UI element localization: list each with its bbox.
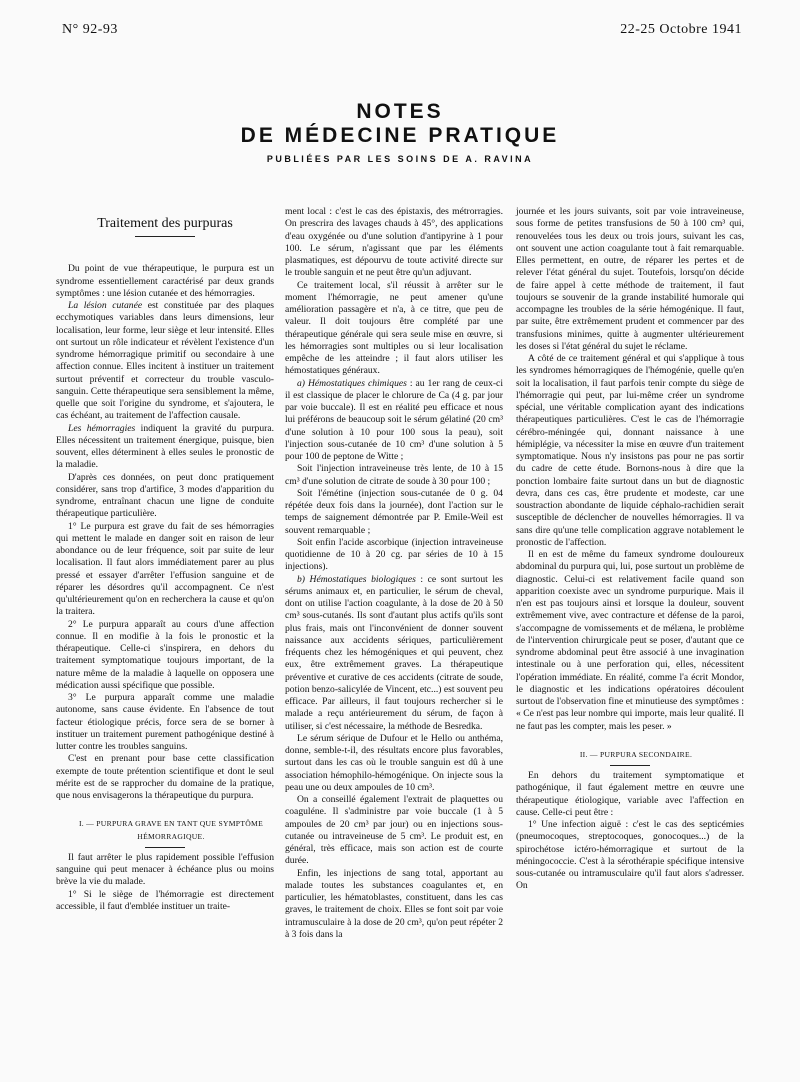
- paragraph: Ce traitement local, s'il réussit à arrêter sur le moment l'hémorragie, ne peut amener qu'une amélioration passagère et n'a, à ce titre, que peu de valeur. Il doit toujours être complété par une thérapeutique générale qui sera seule mise en œuvre, si les hémorragies sont multiples ou si leur localisation empêche de les atteindre ; il faut alors utiliser les hémostatiques généraux.: [285, 279, 503, 377]
- column-2: [285, 206, 503, 941]
- paragraph: D'après ces données, on peut donc pratiquement considérer, sans trop d'artifice, 3 modes d'apparition du syndrome, entraînant chacun une ligne de conduite thérapeutique particulière.: [56, 471, 274, 520]
- paragraph: journée et les jours suivants, soit par voie intraveineuse, sous forme de petites transfusions de 50 à 100 cm³ qui, renouvelées tous les deux ou trois jours, suivant les cas, ont souvent une action coagulante tout à fait remarquable. Elles permettent, en outre, de réparer les pertes et de relever l'état général du sujet. Toutefois, lorsqu'on décide de faire appel à cette méthode de traitement, il faut toujours se souvenir de la grande instabilité humorale qui accompagne les troubles de la série hémogénique. Il faut, par suite, être extrêmement prudent et commencer par des transfusions minimes, quitte à augmenter ultérieurement les doses si l'état général du sujet le réclame.: [516, 206, 744, 352]
- paragraph-lead: La lésion cutanée: [68, 300, 143, 311]
- paragraph-text: est constituée par des plaques ecchymotiques variables dans leurs dimensions, leur localisation, leur forme, leur siège et leur intensité. Elles ont surtout un rôle indicateur et révèlent l'existence d'un syndrome hémorragique primitif ou secondaire à une affection connue. Elles incitent à instituer un traitement surtout préventif et correcteur du trouble vasculo-sanguin. Cette thérapeutique sera sensiblement la même, quelle que soit l'origine du syndrome, et s'ajoutera, le cas échéant, au traitement de l'affection causale.: [56, 300, 274, 422]
- paragraph: [285, 378, 503, 464]
- paragraph: Du point de vue thérapeutique, le purpura est un syndrome essentiellement caractérisé par deux grands symptômes : une lésion cutanée et des hémorragies.: [56, 263, 274, 299]
- paragraph: En dehors du traitement symptomatique et pathogénique, il faut également mettre en œuvre une thérapeutique étiologique, variable avec l'affection en cause. Celle-ci peut être :: [516, 770, 744, 818]
- paragraph-lead: a) Hémostatiques chimiques: [297, 377, 407, 389]
- masthead-title-line1: NOTES: [356, 100, 444, 123]
- paragraph: Le sérum sérique de Dufour et le Hello ou anthéma, donne, semble-t-il, des résultats encore plus favorables, surtout dans les cas où le trouble sanguin est dû à une association hémophilo-hémogénique. On injecte sous la peau une ou deux ampoules de 10 cm³.: [285, 732, 503, 793]
- paragraph: On a conseillé également l'extrait de plaquettes ou coaguléne. Il s'administre par voie buccale (1 à 5 ampoules de 20 cm³ par jour) ou en injections sous-cutanée ou intraveineuse de 5 cm³. Le produit est, en général, très efficace, mais son action est de courte durée.: [285, 794, 503, 867]
- paragraph: Soit l'émétine (injection sous-cutanée de 0 g. 04 répétée deux fois dans la journée), dont l'action sur le temps de saignement démontrée par P. Emile-Weil est souvent remarquable ;: [285, 487, 503, 536]
- paragraph: A côté de ce traitement général et qui s'applique à tous les syndromes hémorragiques de l'hémogénie, quelle qu'en soit la localisation, il faut parfois tenir compte du siège de l'hémorragie qui peut, par lui-même créer un syndrome spécial, une véritable complication ayant des indications thérapeutiques particulières. C'est le cas de l'hémorragie cérébro-méningée qui, donnant naissance à une hémiplégie, va nécessiter la mise en œuvre d'un traitement symptomatique. Nous n'y insistons pas pour ne pas sortir du cadre de cette étude. Bornons-nous à dire que la ponction lombaire faite surtout dans un but de diagnostic devra, dans ces cas, être prudente et modeste, car une soustraction abondante de liquide céphalo-rachidien serait susceptible de déclencher de nouvelles hémorragies. Il va sans dire qu'une telle complication aggrave notablement le pronostic de l'affection.: [516, 353, 744, 548]
- section-heading: I. — PURPURA GRAVE EN TANT QUE SYMPTÔME: [78, 819, 264, 829]
- paragraph: 1° Le purpura est grave du fait de ses hémorragies qui mettent le malade en danger soit en raison de leur abondance ou de leur fréquence, soit par suite de leur localisation. Il faut alors immédiatement parer au plus pressé et essayer d'arrêter l'effusion sanguine et de réparer les désordres qu'il accompagnent. Ce n'est qu'ultérieurement qu'on en recherchera la cause et qu'on la traitera.: [56, 520, 274, 618]
- paragraph: Il en est de même du fameux syndrome douloureux abdominal du purpura qui, lui, pose surtout un problème de diagnostic. Celui-ci est relativement facile quand son apparition coexiste avec un syndrome purpurique. Mais il n'en est pas toujours ainsi et lorsque la douleur, souvent extrêmement vive, avec contracture et défense de la paroi, s'accompagne de vomissements et de mélæna, le problème de l'intervention chirurgicale peut se poser, d'autant que ce syndrome abdominal peut être associé à une invagination intestinale ou à une perforation qui, elles, nécessitent l'opération immédiate. En réalité, comme l'a écrit Mondor, le diagnostic et les indications opératoires découlent surtout de l'observation fine et minutieuse des symptômes : « Ce n'est pas leur nombre qui importe, mais leur qualité. Il ne faut pas les compter, mais les peser. »: [516, 549, 744, 732]
- paragraph-lead: b) Hémostatiques biologiques: [297, 573, 416, 585]
- section-heading-cont: HÉMORRAGIQUE.: [137, 831, 205, 841]
- paragraph-lead: Les hémorragies: [68, 422, 136, 434]
- paragraph: Enfin, les injections de sang total, apportant au malade toutes les substances coagulantes et, en particulier, les hématoblastes, constituent, dans les cas graves, le traitement de choix. Elles se font soit par voie intramusculaire à la dose de 20 cm³, qu'on peut répéter 2 à 3 fois dans la: [285, 867, 503, 940]
- paragraph: 3° Le purpura apparaît comme une maladie autonome, sans cause évidente. En l'absence de tout facteur étiologique précis, force sera de se borner à instituer un traitement purement pathogénique destiné à lutter contre les troubles sanguins.: [56, 692, 274, 752]
- paragraph: [56, 423, 274, 472]
- paragraph: 2° Le purpura apparaît au cours d'une affection connue. Il en modifie à la fois le pronostic et la thérapeutique. Celle-ci s'inspirera, en dehors du traitement symptomatique toujours important, de la nature même de la maladie à laquelle on opposera une médication aussi spécifique que possible.: [56, 618, 274, 691]
- paragraph: [285, 574, 503, 733]
- paragraph: C'est en prenant pour base cette classification exempte de toute prétention scientifique et dont le seul mérite est de se rapprocher du domaine de la pratique, que nous envisagerons la thérapeutique du purpura.: [56, 753, 274, 801]
- article-title: Traitement des purpuras: [97, 216, 233, 231]
- column-1: [56, 206, 274, 913]
- issue-number: N° 92-93: [62, 22, 118, 37]
- paragraph-text: : ce sont surtout les sérums animaux et, en particulier, le sérum de cheval, dont on utilise l'action coagulante, à la dose de 20 à 50 cm³ sous-cutanés. Ils sont d'autant plus actifs qu'ils sont plus frais, mais ont l'inconvénient de donner souvent naissance aux accidents sériques, particulièrement fréquents chez les hémogéniques et qui peuvent, chez eux, être extrêmement graves. La thérapeutique préventive et curative de ces accidents (citrate de soude, potion benzo-salicylée de Vincent, etc...) est souvent peu efficace. Par ailleurs, il faut toujours rechercher si le malade a reçu antérieurement du sérum, de façon à utiliser, si c'est nécessaire, la méthode de Besredka.: [285, 573, 503, 732]
- masthead-subtitle: PUBLIÉES PAR LES SOINS DE A. RAVINA: [266, 154, 534, 164]
- column-3: [516, 206, 744, 893]
- masthead-title-line2: DE MÉDECINE PRATIQUE: [240, 124, 560, 147]
- paragraph: ment local : c'est le cas des épistaxis, des métrorragies. On prescrira des lavages chauds à 45°, des applications d'eau oxygénée ou d'une solution d'antipyrine à 1 pour 100. Le sérum, n'agissant que par les éléments plasmatiques, est dépourvu de toute activité directe sur le trouble sanguin et ne peut être qu'un adjuvant.: [285, 206, 503, 279]
- paragraph: Soit enfin l'acide ascorbique (injection intraveineuse quotidienne de 10 à 20 cg. par séries de 10 à 15 injections).: [285, 536, 503, 573]
- paragraph: 1° Si le siège de l'hémorragie est directement accessible, il faut d'emblée instituer un traite-: [56, 888, 274, 912]
- paragraph: Soit l'injection intraveineuse très lente, de 10 à 15 cm³ d'une solution de citrate de soude à 30 pour 100 ;: [285, 463, 503, 487]
- paragraph-text: indiquent la gravité du purpura. Elles nécessitent un traitement énergique, puisque, bien souvent, elles déterminent à elles seules le pronostic de la maladie.: [56, 422, 274, 471]
- issue-date: 22-25 Octobre 1941: [620, 22, 742, 37]
- paragraph-text: : au 1er rang de ceux-ci il est classique de placer le chlorure de Ca (4 g. par jour par voie buccale). Il est en réalité peu efficace et nous lui préférons de beaucoup soit le sérum gélatiné (20 cm³ d'une solution à 10 pour 100 sous la peau), soit l'injection sous-cutanée de 10 cm³ d'une solution à 5 pour 100 de peptone de Witte ;: [285, 377, 503, 462]
- section-heading: II. — PURPURA SECONDAIRE.: [579, 749, 693, 759]
- paragraph: 1° Une infection aiguë : c'est le cas des septicémies (pneumocoques, streptocoques, gonocoques...) de la spirochétose ictéro-hémorragique et surtout de la méningococcie. C'est à la sérothérapie spécifique intensive sous-cutanée ou intramusculaire qu'il faut alors s'adresser. On: [516, 819, 744, 892]
- paragraph: Il faut arrêter le plus rapidement possible l'effusion sanguine qui peut menacer à échéance plus ou moins brève la vie du malade.: [56, 851, 274, 888]
- paragraph: [56, 300, 274, 423]
